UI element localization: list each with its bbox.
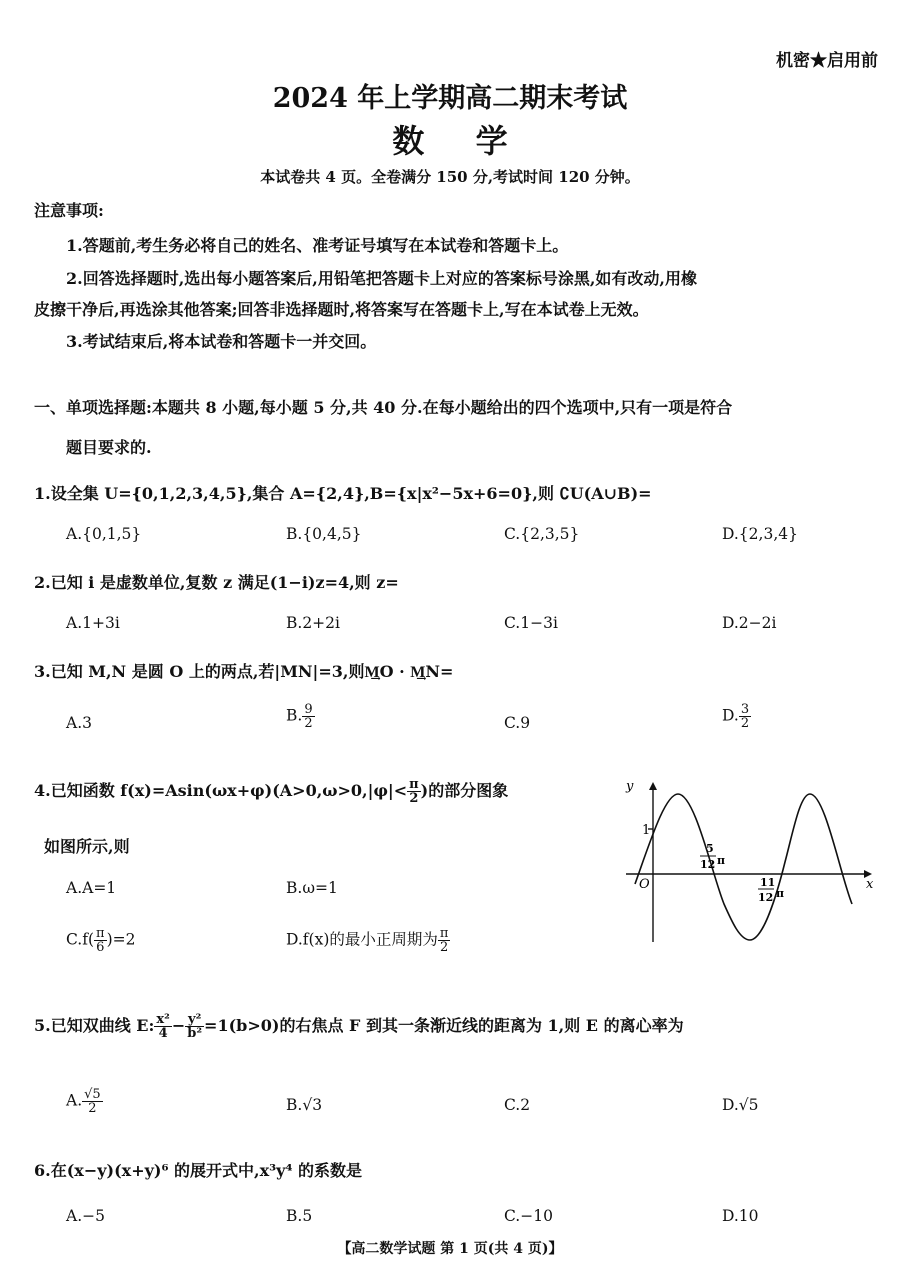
q5-option-a: [66, 1088, 103, 1115]
q5-option-c: C.2: [504, 1096, 531, 1114]
q4-option-a: A.A=1: [66, 879, 117, 897]
q4-stem-condition: (A>0,ω>0,|φ|<: [272, 781, 408, 800]
q5-x-fraction: [154, 1013, 171, 1040]
question-2-stem: 2.已知 i 是虚数单位,复数 z 满足(1−i)z=4,则 z=: [34, 573, 399, 592]
fraction-numerator: 3: [740, 702, 750, 717]
x-tick-1-denominator: 12: [700, 858, 716, 871]
q4-stem-suffix: )的部分图象: [420, 781, 509, 800]
q3-option-a: A.3: [66, 714, 92, 732]
q4-stem-fraction: [407, 778, 421, 805]
q5-option-a-fraction: [82, 1088, 103, 1115]
section-1-heading: 一、单项选择题:本题共 8 小题,每小题 5 分,共 40 分.在每小题给出的四个选项中,只有一项是符合: [34, 398, 733, 417]
notes-heading: 注意事项:: [34, 201, 104, 220]
q3-option-d: [722, 703, 751, 730]
x-tick-1-numerator: 5: [706, 842, 714, 855]
q1-option-a: A.{0,1,5}: [66, 525, 142, 543]
fraction-denominator: 2: [740, 716, 750, 731]
section-1-heading-cont: 题目要求的.: [66, 438, 152, 457]
q4-stem-function: 4.已知函数 f(x)=Asin(ωx+φ): [34, 781, 273, 800]
q4-option-c-prefix: C.f(: [66, 930, 95, 949]
question-5-stem: 5.已知双曲线 E: $\frac{\text{x²}}{4}$ − $\frac{\text{y²}}{\text{b²}}$ =1(b>0)的右焦点 F 到其一条渐近线的距离为 1,则 E 的离心率为: [34, 1012, 684, 1041]
q5-option-d: D.√5: [722, 1096, 759, 1114]
q3-option-b-prefix: B.: [286, 706, 303, 725]
fraction-denominator: 2: [88, 1101, 97, 1116]
fraction-numerator: √5: [84, 1087, 101, 1102]
x-tick-1-pi: π: [717, 854, 726, 867]
q4-option-c-fraction: [94, 927, 107, 954]
q3-option-c: C.9: [504, 714, 531, 732]
page-footer: 【高二数学试题 第 1 页(共 4 页)】: [337, 1241, 563, 1257]
note-item-2-line2: 皮擦干净后,再选涂其他答案;回答非选择题时,将答案写在答题卡上,写在本试卷上无效。: [34, 300, 649, 319]
fraction-numerator: 9: [304, 702, 313, 717]
confidential-label: 机密★启用前: [776, 51, 878, 71]
q4-option-c-suffix: )=2: [106, 930, 136, 949]
question-6-stem: 6.在(x−y)(x+y)⁶ 的展开式中,x³y⁴ 的系数是: [34, 1161, 363, 1180]
q4-option-c: [66, 927, 135, 954]
note-item-1: 1.答题前,考生务必将自己的姓名、准考证号填写在本试卷和答题卡上。: [66, 236, 569, 255]
q4-option-d-fraction: [438, 927, 451, 954]
fraction-numerator: π: [96, 926, 105, 941]
fraction-denominator: b²: [187, 1026, 203, 1041]
q5-option-a-prefix: A.: [66, 1091, 83, 1110]
question-4-stem: [34, 778, 508, 805]
q2-option-b: B.2+2i: [286, 614, 340, 632]
fraction-denominator: 6: [96, 940, 105, 955]
exam-title: 2024 年上学期高二期末考试: [272, 83, 628, 114]
q3-option-d-prefix: D.: [722, 706, 739, 725]
x-tick-2-pi: π: [776, 887, 785, 900]
note-item-2-line1: 2.回答选择题时,选出每小题答案后,用铅笔把答题卡上对应的答案标号涂黑,如有改动,用橡: [66, 269, 697, 288]
q3-option-b: [286, 703, 315, 730]
fraction-numerator: y²: [185, 1013, 204, 1027]
y-axis-arrow: [649, 782, 657, 790]
q2-option-c: C.1−3i: [504, 614, 558, 632]
origin-label: O: [639, 877, 650, 892]
fraction-numerator: π: [409, 777, 419, 792]
q1-option-d: D.{2,3,4}: [722, 525, 798, 543]
q6-option-a: A.−5: [66, 1207, 105, 1225]
q4-option-d-prefix: D.f(x)的最小正周期为: [286, 930, 438, 949]
fraction-numerator: x²: [156, 1012, 170, 1027]
q5-option-b: B.√3: [286, 1096, 323, 1114]
fraction-numerator: π: [439, 926, 449, 941]
x-tick-2-numerator: 11: [760, 876, 776, 889]
question-1-stem: 1.设全集 U={0,1,2,3,4,5},集合 A={2,4},B={x|x²−5x+6=0},则 ∁U(A∪B)=: [34, 484, 652, 503]
q4-option-d: [286, 927, 450, 954]
q1-option-b: B.{0,4,5}: [286, 525, 362, 543]
sine-curve: [635, 794, 852, 940]
fraction-denominator: 2: [440, 940, 449, 955]
q6-option-b: B.5: [286, 1207, 313, 1225]
y-axis-label: y: [626, 779, 634, 794]
x-axis-label: x: [866, 877, 874, 892]
fraction-denominator: 2: [304, 716, 313, 731]
note-item-3: 3.考试结束后,将本试卷和答题卡一并交回。: [66, 332, 377, 351]
y-tick-label: 1: [642, 823, 651, 838]
sine-graph: [620, 772, 880, 952]
fraction-denominator: 4: [158, 1026, 168, 1041]
q2-option-d: D.2−2i: [722, 614, 777, 632]
q6-option-c: C.−10: [504, 1207, 553, 1225]
q5-stem-suffix: =1(b>0)的右焦点 F 到其一条渐近线的距离为 1,则 E 的离心率为: [204, 1016, 684, 1035]
q4-option-b: B.ω=1: [286, 879, 338, 897]
q3-option-d-fraction: [739, 703, 751, 730]
question-4-stem-line2: 如图所示,则: [44, 837, 130, 856]
q5-y-fraction: [185, 1013, 204, 1040]
q2-option-a: A.1+3i: [66, 614, 120, 632]
question-3-stem: 3.已知 M,N 是圆 O 上的两点,若|MN|=3,则M͢O · M͢N=: [34, 662, 454, 681]
exam-intro: 本试卷共 4 页。全卷满分 150 分,考试时间 120 分钟。: [260, 168, 640, 186]
q6-option-d: D.10: [722, 1207, 759, 1225]
q5-stem-prefix: 5.已知双曲线 E:: [34, 1016, 155, 1035]
x-tick-2-denominator: 12: [758, 891, 774, 904]
q1-option-c: C.{2,3,5}: [504, 525, 580, 543]
fraction-denominator: 2: [409, 791, 419, 806]
subject-title: 数 学: [392, 122, 528, 160]
q3-option-b-fraction: [302, 703, 314, 730]
